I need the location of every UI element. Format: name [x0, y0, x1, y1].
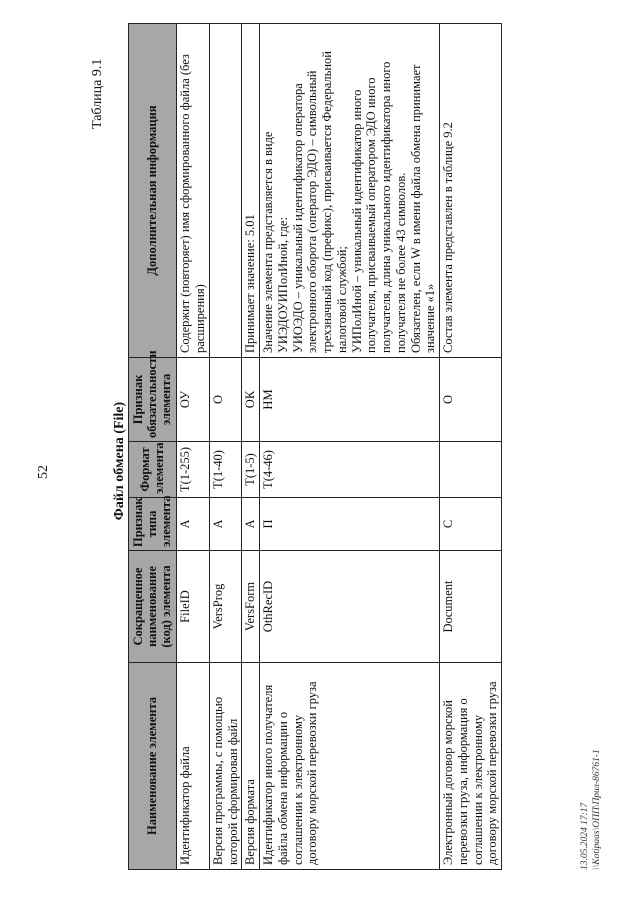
cell-required: ОУ: [177, 358, 210, 442]
cell-type: А: [242, 498, 260, 551]
cell-name: Электронный договор морской перевозки груза, информация о соглашении к электронному договору морской перевозки груза: [440, 663, 502, 870]
info-line: Значение элемента представляется в виде УИЭДОУИПолИной, где:: [261, 131, 290, 353]
cell-type: А: [177, 498, 210, 551]
exchange-file-table: [128, 23, 502, 870]
info-line: Обязателен, если W в имени файла обмена принимает значение «1»: [408, 64, 438, 353]
cell-info: [209, 24, 242, 358]
cell-code: Document: [440, 551, 502, 663]
table-title: Файл обмена (File): [112, 401, 127, 521]
cell-code: OthRecID: [260, 551, 440, 663]
footer-path: \\Kotipaas\ОПП\Прил-86761-1: [591, 749, 602, 870]
cell-format: T(1-40): [209, 442, 242, 498]
cell-name: Версия программы, с помощью которой сформирован файл: [209, 663, 242, 870]
cell-required: О: [440, 358, 502, 442]
table-row: [242, 24, 260, 870]
footer-timestamp: 13.05.2024 17:17: [580, 802, 590, 870]
header-element-name: Наименование элемента: [129, 663, 177, 870]
cell-info: [440, 24, 502, 358]
header-element-format: Формат элемента: [129, 442, 177, 498]
cell-code: FileID: [177, 551, 210, 663]
header-element-code: Сокращенное наименование (код) элемента: [129, 551, 177, 663]
table-row: [440, 24, 502, 870]
cell-info: [177, 24, 210, 358]
cell-code: VersForm: [242, 551, 260, 663]
cell-format: T(1-5): [242, 442, 260, 498]
info-line: УИОЭДО – уникальный идентификатор оператора электронного оборота (оператор ЭДО) – символьный трехзначный код (префикс), присваивается Федеральной налоговой службой;: [290, 51, 349, 353]
cell-type: А: [209, 498, 242, 551]
cell-required: О: [209, 358, 242, 442]
table-row: [177, 24, 210, 870]
cell-format: T(1-255): [177, 442, 210, 498]
cell-info: [260, 24, 440, 358]
cell-name: Идентификатор иного получателя файла обмена информации о соглашении к электронному договору морской перевозки груза: [260, 663, 440, 870]
cell-name: Версия формата: [242, 663, 260, 870]
cell-required: НМ: [260, 358, 440, 442]
cell-code: VersProg: [209, 551, 242, 663]
page-number: 52: [36, 465, 51, 479]
info-line: Содержит (повторяет) имя сформированного файла (без расширения): [178, 54, 207, 353]
table-label: Таблица 9.1: [90, 58, 105, 129]
cell-info: [242, 24, 260, 358]
header-additional-info: Дополнительная информация: [129, 24, 177, 358]
table-row: [260, 24, 440, 870]
header-element-type: Признак типа элемента: [129, 498, 177, 551]
cell-type: С: [440, 498, 502, 551]
table-header-row: [129, 24, 177, 870]
footer-stamp: [580, 749, 604, 870]
table-row: [209, 24, 242, 870]
info-line: УИПолИной – уникальный идентификатор иного получателя, присваиваемый оператором ЭДО иного получателя, длина уникального идентификатора иного получателя не более 43 символов.: [349, 61, 408, 353]
cell-type: П: [260, 498, 440, 551]
header-element-required: Признак обязательности элемента: [129, 358, 177, 442]
cell-name: Идентификатор файла: [177, 663, 210, 870]
cell-format: T(4-46): [260, 442, 440, 498]
info-line: Состав элемента представлен в таблице 9.2: [441, 122, 455, 353]
cell-required: ОК: [242, 358, 260, 442]
info-line: Принимает значение: 5.01: [243, 214, 258, 353]
cell-format: [440, 442, 502, 498]
